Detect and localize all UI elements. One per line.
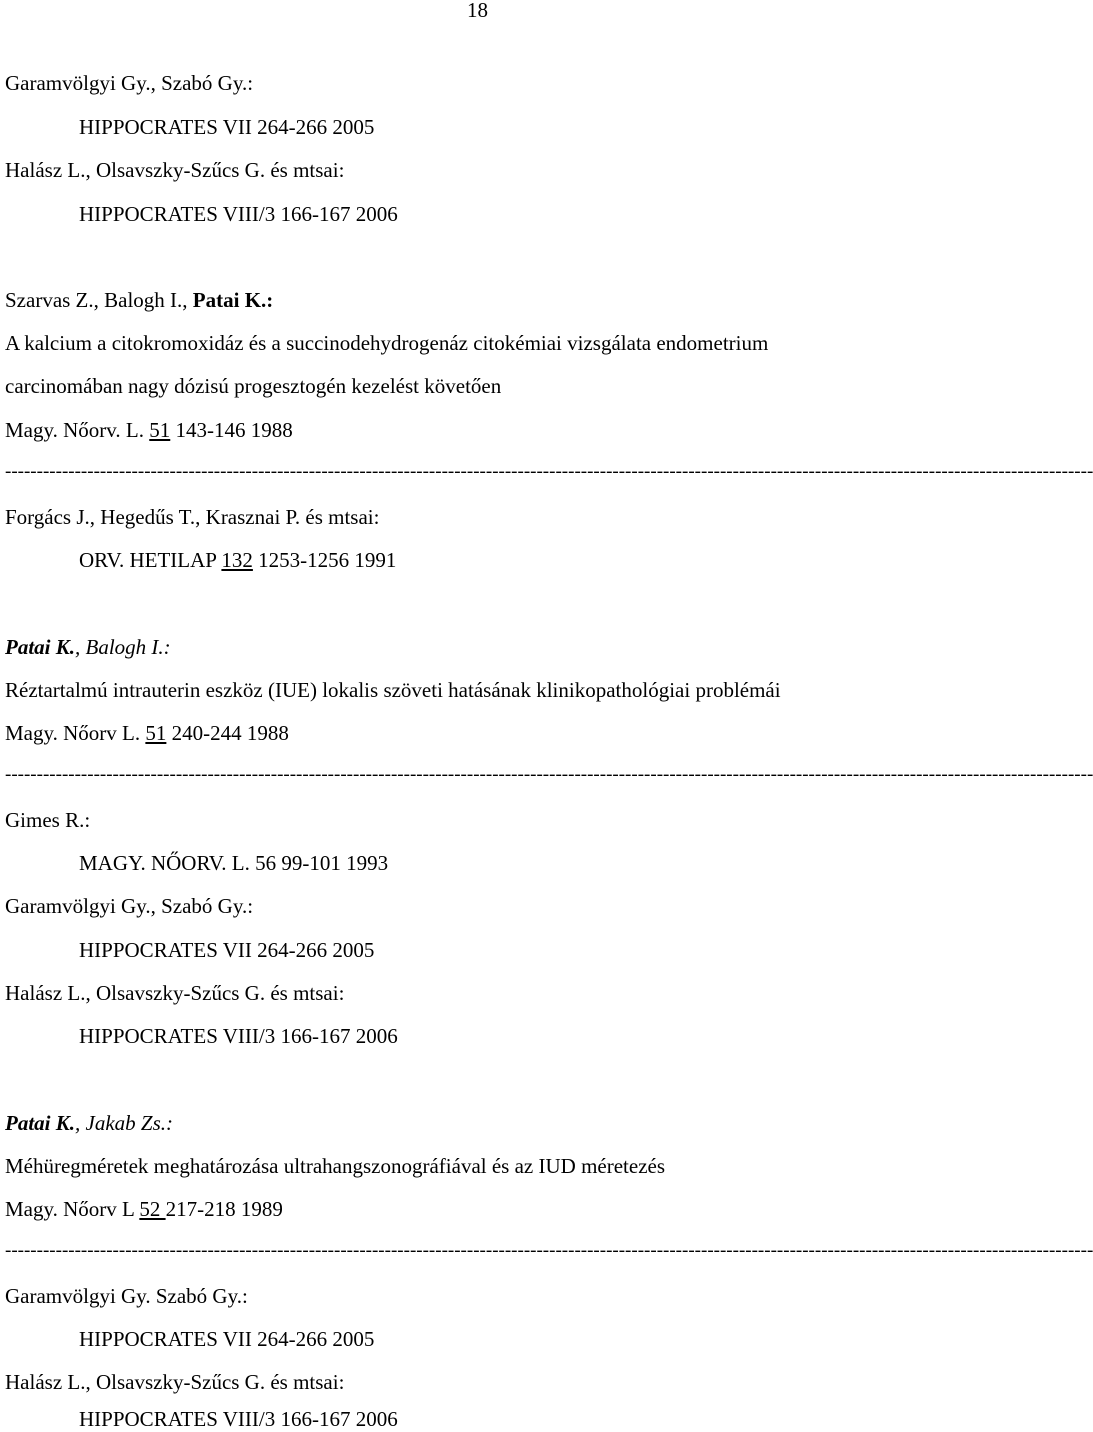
citing-journal: HIPPOCRATES VII 264-266 2005: [79, 115, 375, 139]
citing-authors: Halász L., Olsavszky-Szűcs G. és mtsai:: [5, 158, 345, 182]
reference-title: Réztartalmú intrauterin eszköz (IUE) lokalis szöveti hatásának klinikopathológiai problémái: [5, 678, 781, 702]
authors-text: , Jakab Zs.:: [75, 1111, 174, 1135]
citing-journal: HIPPOCRATES VIII/3 166-167 2006: [79, 202, 398, 226]
journal-pages: 1253-1256 1991: [252, 548, 397, 572]
citing-authors: Garamvölgyi Gy., Szabó Gy.:: [5, 894, 254, 918]
authors-highlight: Patai K.: [5, 635, 76, 659]
reference-journal: [5, 720, 289, 746]
separator-line: ----------------------------------------------------------------------------------------------------------------------------------------------------------------------------: [5, 461, 1093, 482]
reference-journal: [5, 1196, 283, 1222]
journal-volume: 52: [139, 1197, 166, 1221]
journal-name: Magy. Nőorv. L.: [5, 418, 150, 442]
citing-authors: Halász L., Olsavszky-Szűcs G. és mtsai:: [5, 1370, 345, 1394]
journal-pages: 217-218 1989: [165, 1197, 283, 1221]
authors-highlight: Patai K.: [5, 1111, 76, 1135]
reference-authors: [5, 1110, 173, 1136]
reference-title: Méhüregméretek meghatározása ultrahangszonográfiával és az IUD méretezés: [5, 1154, 666, 1178]
citing-authors: Gimes R.:: [5, 808, 91, 832]
journal-volume: 51: [149, 418, 171, 442]
journal-pages: 143-146 1988: [170, 418, 293, 442]
citing-journal: [79, 547, 396, 573]
journal-name: ORV. HETILAP: [79, 548, 222, 572]
authors-text: Szarvas Z., Balogh I.,: [5, 288, 193, 312]
journal-name: Magy. Nőorv L.: [5, 721, 146, 745]
authors-highlight: Patai K.:: [192, 288, 274, 312]
journal-volume: 51: [145, 721, 167, 745]
citing-journal: HIPPOCRATES VIII/3 166-167 2006: [79, 1024, 398, 1048]
reference-journal: [5, 417, 293, 443]
journal-pages: 240-244 1988: [166, 721, 289, 745]
authors-text: , Balogh I.:: [75, 635, 171, 659]
citing-journal: HIPPOCRATES VII 264-266 2005: [79, 1327, 375, 1351]
journal-name: Magy. Nőorv L: [5, 1197, 140, 1221]
citing-authors: Garamvölgyi Gy., Szabó Gy.:: [5, 71, 254, 95]
citing-authors: Forgács J., Hegedűs T., Krasznai P. és mtsai:: [5, 505, 380, 529]
reference-authors: [5, 634, 171, 660]
reference-authors: [5, 287, 273, 313]
reference-title: A kalcium a citokromoxidáz és a succinodehydrogenáz citokémiai vizsgálata endometrium: [5, 331, 769, 355]
citing-authors: Garamvölgyi Gy. Szabó Gy.:: [5, 1284, 248, 1308]
citing-journal: HIPPOCRATES VIII/3 166-167 2006: [79, 1407, 398, 1431]
separator-line: ----------------------------------------------------------------------------------------------------------------------------------------------------------------------------: [5, 764, 1093, 785]
citing-journal: MAGY. NŐORV. L. 56 99-101 1993: [79, 851, 389, 875]
reference-title: carcinomában nagy dózisú progesztogén kezelést követően: [5, 374, 502, 398]
citing-journal: HIPPOCRATES VII 264-266 2005: [79, 938, 375, 962]
citing-authors: Halász L., Olsavszky-Szűcs G. és mtsai:: [5, 981, 345, 1005]
page-number: 18: [467, 0, 488, 22]
separator-line: ----------------------------------------------------------------------------------------------------------------------------------------------------------------------------: [5, 1240, 1093, 1261]
journal-volume: 132: [221, 548, 253, 572]
